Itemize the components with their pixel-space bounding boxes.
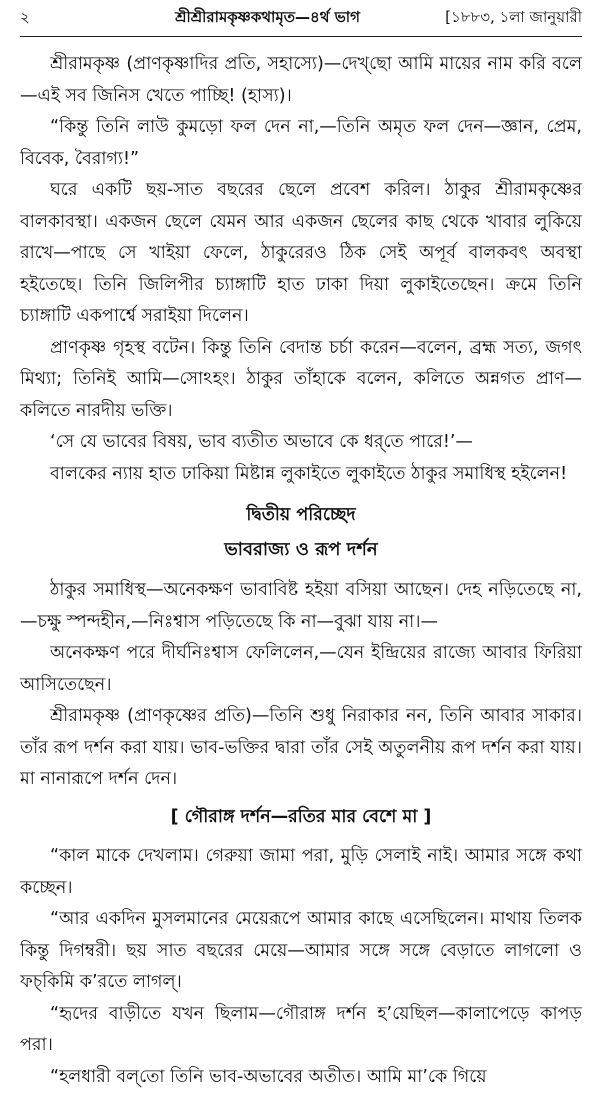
- paragraph: ঘরে একটি ছয়-সাত বছরের ছেলে প্রবেশ করিল। ঠাকুর শ্রীরামকৃষ্ণের বালকাবস্থা। একজন ছেলে যেমন আর একজন ছেলের কাছ থেকে খাবার লুকিয়ে রাখে—পাছে সে খাইয়া ফেলে, ঠাকুরেরও ঠিক সেই অপূর্ব বালকবৎ অবস্থা হইতেছে। তিনি জিলিপীর চ্যাঙ্গাটি হাত ঢাকা দিয়া লুকাইতেছেন। ক্রমে তিনি চ্যাঙ্গাটি একপার্শ্বে সরাইয়া দিলেন।: [20, 175, 582, 333]
- paragraph: “আর একদিন মুসলমানের মেয়েরূপে আমার কাছে এসেছিলেন। মাথায় তিলক কিন্তু দিগম্বরী। ছয় সাত বছরের মেয়ে—আমার সঙ্গে সঙ্গে বেড়াতে লাগলো ও ফচ্‌কিমি ক’রতে লাগল্‌।: [20, 904, 582, 999]
- paragraph: অনেকক্ষণ পরে দীর্ঘনিঃশ্বাস ফেলিলেন,—যেন ইন্দ্রিয়ের রাজ্যে আবার ফিরিয়া আসিতেছেন।: [20, 638, 582, 701]
- paragraph: শ্রীরামকৃষ্ণ (প্রাণকৃষ্ণের প্রতি)—তিনি শুধু নিরাকার নন, তিনি আবার সাকার। তাঁর রূপ দর্শন করা যায়। ভাব-ভক্তির দ্বারা তাঁর সেই অতুলনীয় রূপ দর্শন করা যায়। মা নানারূপে দর্শন দেন।: [20, 701, 582, 796]
- bracketed-subheading: [20, 802, 582, 834]
- paragraph: ঠাকুর সমাধিস্থ—অনেকক্ষণ ভাবাবিষ্ট হইয়া বসিয়া আছেন। দেহ নড়িতেছে না,—চক্ষু স্পন্দহীন,—নিঃশ্বাস পড়িতেছে কি না—বুঝা যায় না।—: [20, 575, 582, 638]
- section-subheading: ভাবরাজ্য ও রূপ দর্শন: [20, 534, 582, 566]
- paragraph: ‘সে যে ভাবের বিষয়, ভাব ব্যতীত অভাবে কে ধর্‌তে পারে!’—: [20, 427, 582, 459]
- paragraph: শ্রীরামকৃষ্ণ (প্রাণকৃষ্ণাদির প্রতি, সহাস্যে)—দেখ্‌ছো আমি মায়ের নাম করি বলে—এই সব জিনিস খেতে পাচ্ছি! (হাস্য)।: [20, 49, 582, 112]
- paragraph: প্রাণকৃষ্ণ গৃহস্থ বটেন। কিন্তু তিনি বেদান্ত চর্চা করেন—বলেন, ব্রহ্ম সত্য, জগৎ মিথ্যা; তিনিই আমি—সোঽহং। ঠাকুর তাঁহাকে বলেন, কলিতে অন্নগত প্রাণ—কলিতে নারদীয় ভক্তি।: [20, 333, 582, 428]
- paragraph: “হৃদের বাড়ীতে যখন ছিলাম—গৌরাঙ্গ দর্শন হ’য়েছিল—কালাপেড়ে কাপড় পরা।: [20, 999, 582, 1062]
- page-body: [20, 49, 582, 1093]
- paragraph: “হলধারী বল্‌তো তিনি ভাব-অভাবের অতীত। আমি মা’কে গিয়ে: [20, 1062, 582, 1093]
- page-number: ২: [20, 6, 90, 31]
- bracketed-subheading-text: [ গৌরাঙ্গ দর্শন—রতির মার বেশে মা ]: [157, 802, 446, 834]
- paragraph: বালকের ন্যায় হাত ঢাকিয়া মিষ্টান্ন লুকাইতে লুকাইতে ঠাকুর সমাধিস্থ হইলেন!: [20, 459, 582, 491]
- header-date: [১৮৮৩, ১লা জানুয়ারী: [445, 6, 582, 31]
- paragraph: “কিন্তু তিনি লাউ কুমড়ো ফল দেন না,—তিনি অমৃত ফল দেন—জ্ঞান, প্রেম, বিবেক, বৈরাগ্য!”: [20, 112, 582, 175]
- paragraph: “কাল মাকে দেখলাম। গেরুয়া জামা পরা, মুড়ি সেলাই নাই। আমার সঙ্গে কথা কচ্ছেন।: [20, 841, 582, 904]
- chapter-heading: দ্বিতীয় পরিচ্ছেদ: [20, 500, 582, 532]
- running-header: [20, 6, 582, 37]
- book-title: শ্রীশ্রীরামকৃষ্ণকথামৃত—৪র্থ ভাগ: [90, 6, 445, 31]
